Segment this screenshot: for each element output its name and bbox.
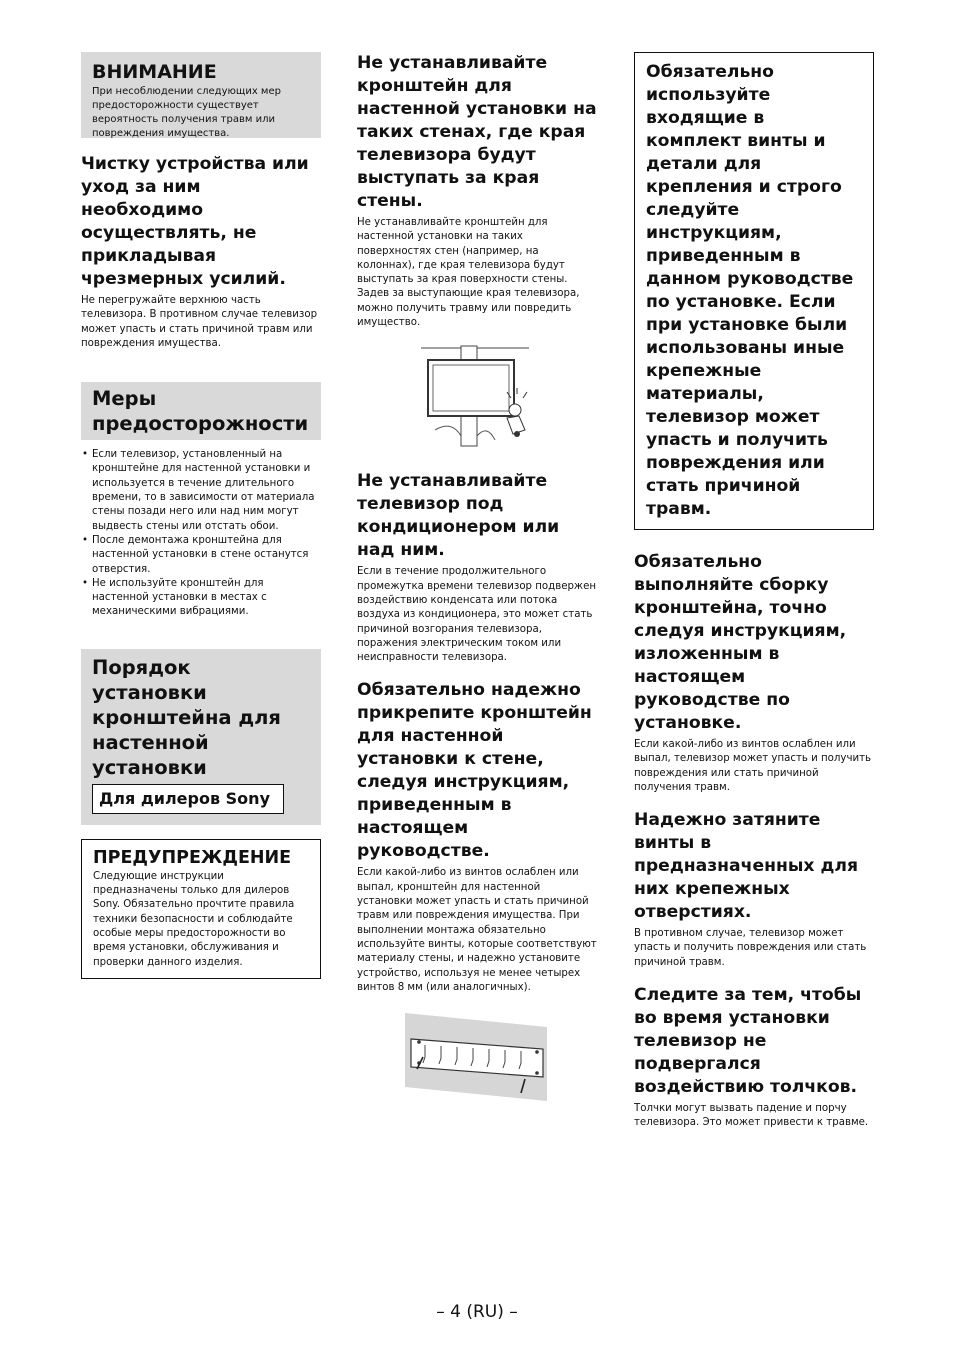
precaution-item: • Не используйте кронштейн для настенной установки в местах с механическими вибрациями. xyxy=(81,577,321,620)
bracket-wall-illustration xyxy=(357,1009,597,1105)
aircon-heading: Не устанавливайте телевизор под кондиционером или над ним. xyxy=(357,471,560,561)
warning-text: Следующие инструкции предназначены только для дилеров Sony. Обязательно прочтите правила техники безопасности и соблюдайте особые меры предосторожности во время установки, обслуживания и проверки данного изделия. xyxy=(93,870,295,968)
precautions-box xyxy=(81,382,321,440)
secure-text: Если какой-либо из винтов ослаблен или выпал, кронштейн для настенной установки может упасть и стать причиной травм или повреждения имущества. При выполнении монтажа обязательно используйте винты, которые соответствуют материалу стены, и надежно установите устройство, используя не менее четырех винтов 8 мм (или аналогичных). xyxy=(357,867,597,993)
secure-heading: Обязательно надежно прикрепите кронштейн для настенной установки к стене, следуя инструкциям, приведенным в настоящем руководстве. xyxy=(357,680,592,862)
cleaning-text: Не перегружайте верхнюю часть телевизора. В противном случае телевизор может упасть и стать причиной травм или повреждения имущества. xyxy=(81,295,318,349)
supplied-parts-box xyxy=(634,52,874,530)
precaution-item: • Если телевизор, установленный на кронштейне для настенной установки и используется в течение длительного времени, то в зависимости от материала стены позади него или над ним могут выдвесть стены или отстать обои. xyxy=(81,448,321,534)
installation-box xyxy=(81,649,321,825)
caution-title: ВНИМАНИЕ xyxy=(92,61,217,83)
assemble-text: Если какой-либо из винтов ослаблен или выпал, телевизор может упасть и получить повреждения или стать причиной получения травм. xyxy=(634,739,872,793)
shocks-heading: Следите за тем, чтобы во время установки телевизор не подвергался воздействию толчков. xyxy=(634,985,862,1098)
tighten-heading: Надежно затяните винты в предназначенных для них крепежных отверстиях. xyxy=(634,810,858,923)
tv-wall-edge-illustration xyxy=(357,340,597,448)
caution-text: При несоблюдении следующих мер предосторожности существует вероятность получения травм или повреждения имущества. xyxy=(92,86,281,139)
precautions-title: Меры предосторожности xyxy=(92,387,309,436)
assemble-heading: Обязательно выполняйте сборку кронштейна, точно следуя инструкциям, изложенным в настоящем руководстве по установке. xyxy=(634,552,847,733)
column-3 xyxy=(634,52,874,1131)
edges-heading: Не устанавливайте кронштейн для настенной установки на таких стенах, где края телевизора будут выступать за края стены. xyxy=(357,53,597,211)
shocks-text: Толчки могут вызвать падение и порчу телевизора. Это может привести к травме. xyxy=(634,1103,869,1129)
column-1 xyxy=(81,52,321,979)
edges-text: Не устанавливайте кронштейн для настенной установки на таких поверхностях стен (например, на колоннах), где края телевизора будут выступать за края поверхности стены. Задев за выступающие края телевизора, можно получить травму или повредить имущество. xyxy=(357,217,580,329)
supplied-heading: Обязательно используйте входящие в комплект винты и детали для крепления и строго следуйте инструкциям, приведенным в данном руководстве по установке. Если при установке были использованы иные крепежные материалы, телевизор может упасть и получить повреждения или стать причиной травм. xyxy=(646,62,854,519)
warning-box xyxy=(81,839,321,979)
page-number: – 4 (RU) – xyxy=(436,1302,518,1322)
installation-title: Порядок установки кронштейна для настенной установки xyxy=(92,655,281,779)
dealer-label: Для дилеров Sony xyxy=(92,784,284,814)
column-2 xyxy=(357,52,597,1105)
precautions-list xyxy=(81,448,321,620)
tighten-text: В противном случае, телевизор может упасть и получить повреждения или стать причиной травм. xyxy=(634,928,867,968)
warning-title: ПРЕДУПРЕЖДЕНИЕ xyxy=(93,847,292,868)
cleaning-heading: Чистку устройства или уход за ним необходимо осуществлять, не прикладывая чрезмерных усилий. xyxy=(81,154,309,289)
caution-box xyxy=(81,52,321,138)
precaution-item: • После демонтажа кронштейна для настенной установки в стене останутся отверстия. xyxy=(81,534,321,577)
aircon-text: Если в течение продолжительного промежутка времени телевизор подвержен воздействию конденсата или потока воздуха из кондиционера, это может стать причиной возгорания телевизора, поражения электрическим током или неисправности телевизора. xyxy=(357,566,597,664)
